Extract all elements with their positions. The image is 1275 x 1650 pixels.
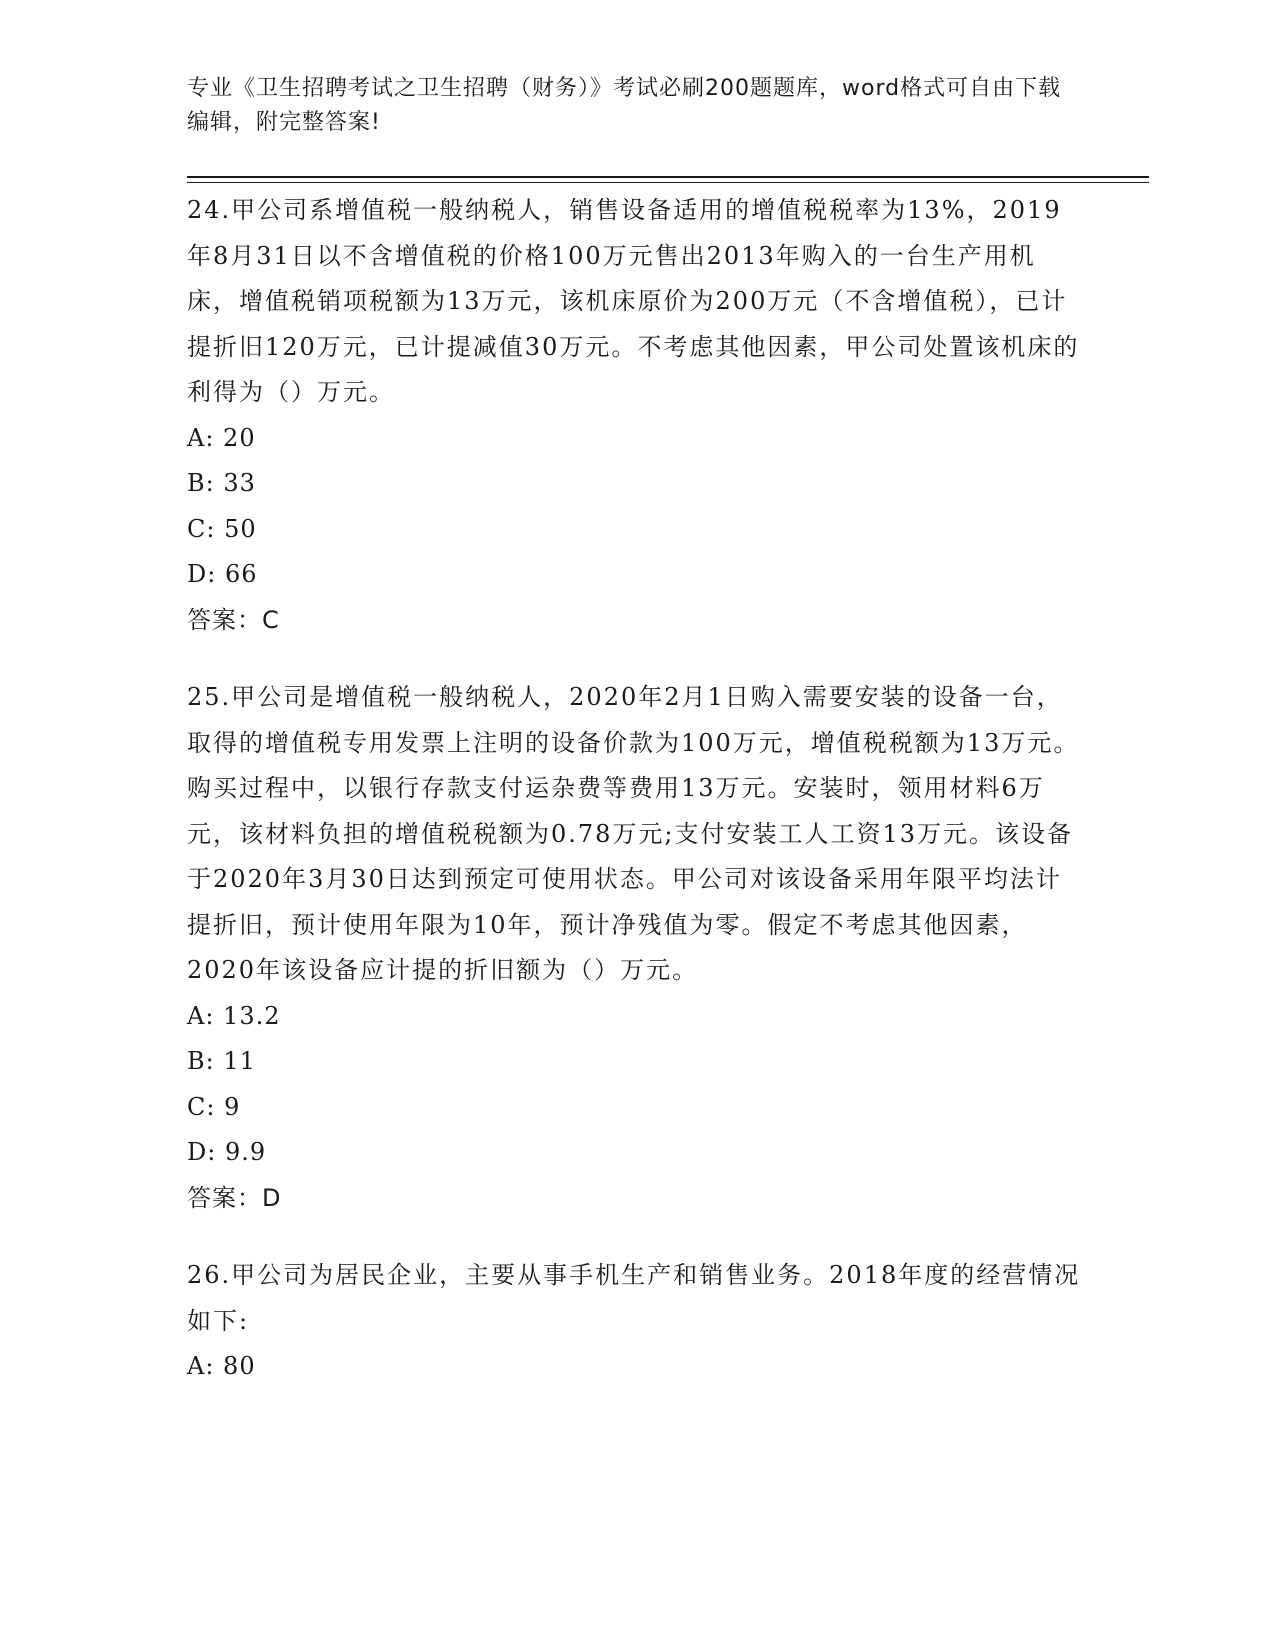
document-header: 专业《卫生招聘考试之卫生招聘（财务）》考试必刷200题题库，word格式可自由下载编辑，附完整答案! bbox=[187, 76, 1062, 135]
option-b: B: 33 bbox=[187, 469, 256, 497]
answer-line: 答案：D bbox=[187, 1183, 282, 1212]
answer-line: 答案：C bbox=[187, 605, 280, 634]
option-a: A: 13.2 bbox=[187, 1001, 281, 1030]
question-text: 24.甲公司系增值税一般纳税人，销售设备适用的增值税税率为13%，2019年8月31日以不含增值税的价格100万元售出2013年购入的一台生产用机床，增值税销项税额为13万元，该机床原价为200万元（不含增值税），已计提折旧120万元，已计提减值30万元。不考虑其他因素，甲公司处置该机床的利得为（）万元。 bbox=[187, 196, 1080, 406]
question-text: 26.甲公司为居民企业，主要从事手机生产和销售业务。2018年度的经营情况如下: bbox=[187, 1261, 1081, 1335]
option-a: A: 20 bbox=[187, 423, 256, 452]
option-d: D: 9.9 bbox=[187, 1138, 267, 1166]
option-c: C: 9 bbox=[187, 1092, 241, 1121]
option-c: C: 50 bbox=[187, 514, 257, 543]
option-d: D: 66 bbox=[187, 560, 258, 588]
question-25 bbox=[187, 675, 1087, 1221]
question-text: 25.甲公司是增值税一般纳税人，2020年2月1日购入需要安装的设备一台，取得的增值税专用发票上注明的设备价款为100万元，增值税税额为13万元。购买过程中，以银行存款支付运杂费等费用13万元。安装时，领用材料6万元，该材料负担的增值税税额为0.78万元;支付安装工人工资13万元。该设备于2020年3月30日达到预定可使用状态。甲公司对该设备采用年限平均法计提折旧，预计使用年限为10年，预计净残值为零。假定不考虑其他因素，2020年该设备应计提的折旧额为（）万元。 bbox=[187, 683, 1080, 984]
question-list bbox=[187, 188, 1087, 1422]
question-24 bbox=[187, 188, 1087, 643]
header-rule-thick bbox=[187, 176, 1149, 178]
question-26 bbox=[187, 1253, 1087, 1390]
option-b: B: 11 bbox=[187, 1047, 256, 1075]
header-rule-thin bbox=[187, 182, 1149, 183]
option-a: A: 80 bbox=[187, 1352, 256, 1380]
